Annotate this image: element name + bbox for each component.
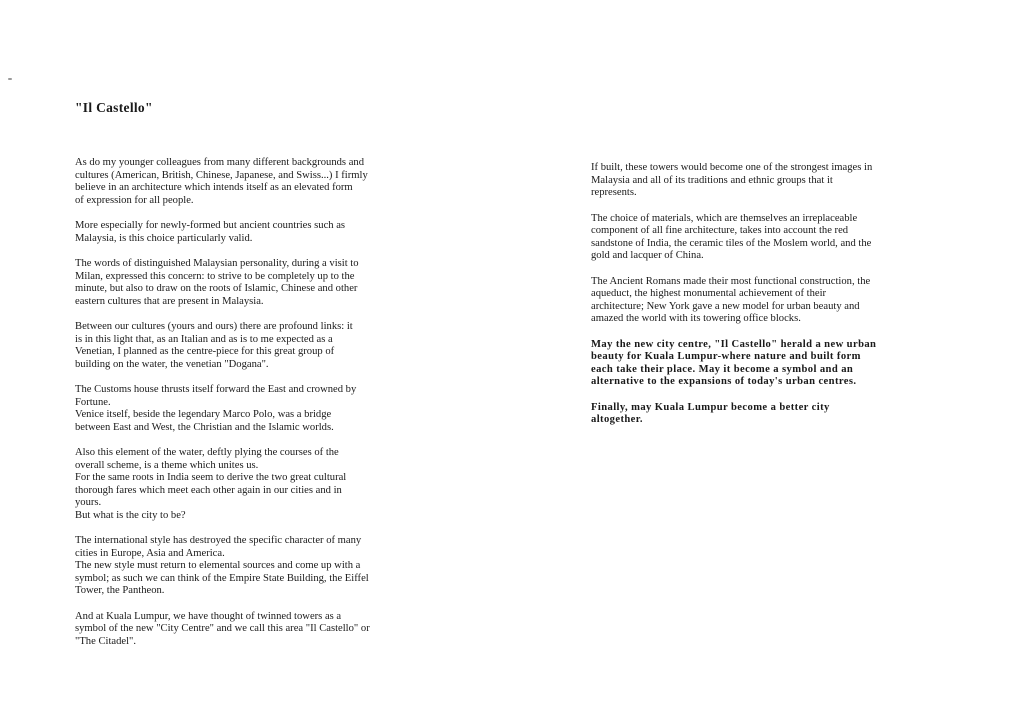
paragraph-closing: Finally, may Kuala Lumpur become a better city altogether. bbox=[591, 401, 830, 425]
paragraph-international-style: The international style has destroyed the specific character of many cities in Europe, Asia and America. The new style must return to elemental sources and come up with a symbol; as such we can think of the Empire State Building, the Eiffel Tower, the Pantheon. bbox=[75, 535, 369, 596]
paragraph-materials: The choice of materials, which are themselves an irreplaceable component of all fine architecture, takes into account the red sandstone of India, the ceramic tiles of the Moslem world, and the gold and lacquer of China. bbox=[591, 212, 872, 261]
paragraph-strongest-images: If built, these towers would become one of the strongest images in Malaysia and all of its traditions and ethnic groups that it represents. bbox=[591, 162, 873, 198]
scan-speck bbox=[8, 78, 12, 80]
paragraph-backgrounds: As do my younger colleagues from many different backgrounds and cultures (American, British, Chinese, Japanese, and Swiss...) I firmly believe in an architecture which intends itself as an elevated form of expression for all people. bbox=[75, 157, 368, 206]
paragraph-ancient-romans: The Ancient Romans made their most functional construction, the aqueduct, the highest monumental achievement of their architecture; New York gave a new model for urban beauty and amazed the world with its towering office blocks. bbox=[591, 275, 871, 324]
document-title: "Il Castello" bbox=[75, 100, 153, 115]
right-column bbox=[591, 162, 956, 440]
paragraph-twinned-towers: And at Kuala Lumpur, we have thought of twinned towers as a symbol of the new "City Centre" and we call this area "Il Castello" or "The Citadel". bbox=[75, 610, 370, 647]
paragraph-malaysian-personality: The words of distinguished Malaysian personality, during a visit to Milan, expressed this concern: to strive to be completely up to the minute, but also to draw on the roots of Islamic, Chinese and other eastern cultures that are present in Malaysia. bbox=[75, 258, 359, 307]
paragraph-customs-house: The Customs house thrusts itself forward the East and crowned by Fortune. Venice itself, beside the legendary Marco Polo, was a bridge between East and West, the Christian and the Islamic worlds. bbox=[75, 384, 357, 433]
paragraph-water-element: Also this element of the water, deftly plying the courses of the overall scheme, is a theme which unites us. For the same roots in India seem to derive the two great cultural thorough fares which meet each other again in our cities and in yours. But what is the city to be? bbox=[75, 447, 347, 521]
left-column bbox=[75, 157, 450, 661]
paragraph-new-city-centre: May the new city centre, "Il Castello" herald a new urban beauty for Kuala Lumpur-where nature and built form each take their place. May it become a symbol and an alternative to the expansions of today's urban centres. bbox=[591, 338, 877, 387]
paragraph-cultural-links: Between our cultures (yours and ours) there are profound links: it is in this light that, as an Italian and as is to me expected as a Venetian, I planned as the centre-piece for this great group of building on the water, the venetian "Dogana". bbox=[75, 321, 353, 370]
paragraph-new-countries: More especially for newly-formed but ancient countries such as Malaysia, is this choice particularly valid. bbox=[75, 220, 346, 244]
